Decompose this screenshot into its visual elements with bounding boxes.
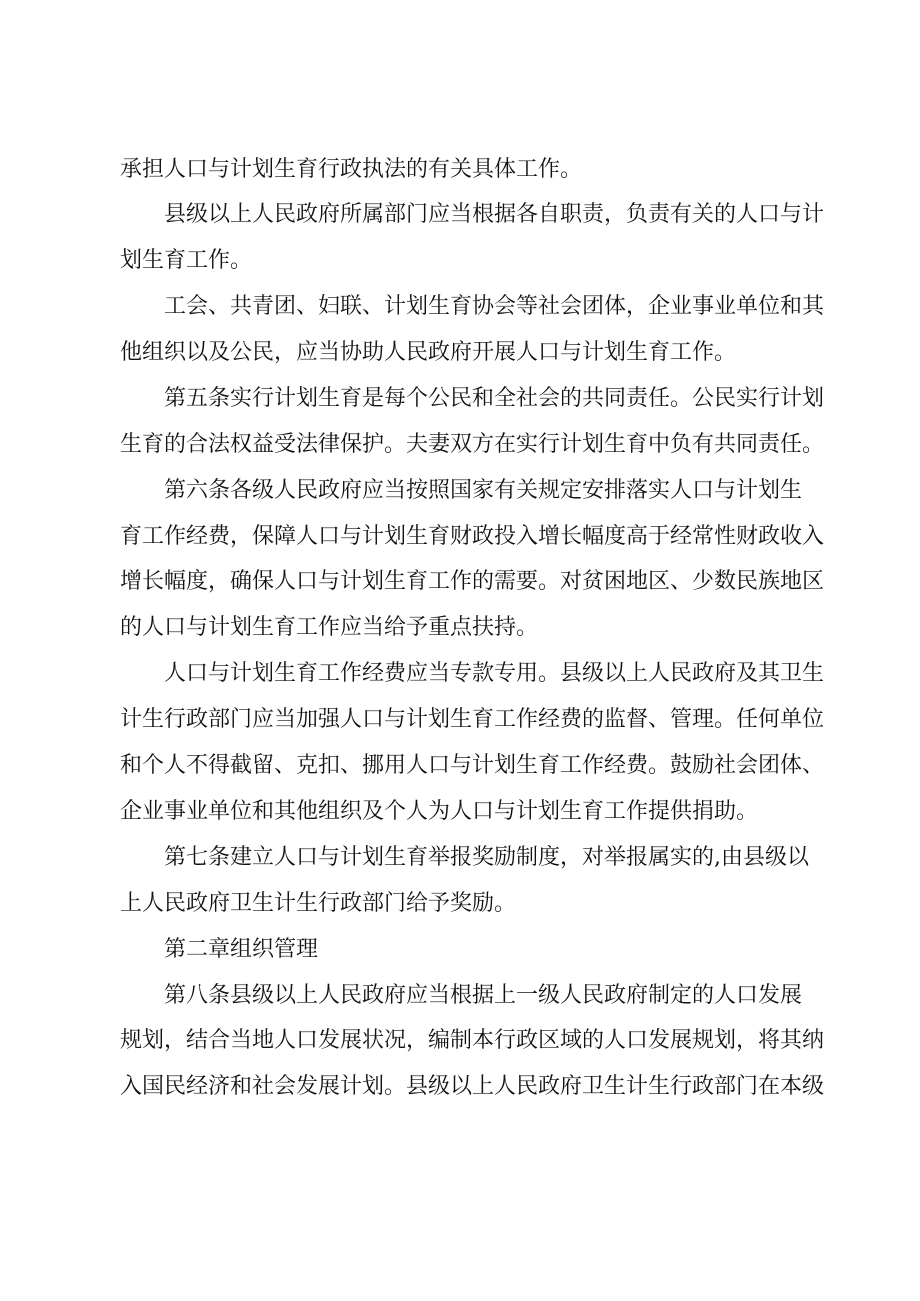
section-heading: 第二章组织管理 xyxy=(164,937,319,962)
paragraph-line: 的人口与计划生育工作应当给予重点扶持。 xyxy=(120,615,539,640)
paragraph-line: 工会、共青团、妇联、计划生育协会等社会团体，企业事业单位和其 xyxy=(164,294,825,319)
paragraph-line: 人口与计划生育工作经费应当专款专用。县级以上人民政府及其卫生 xyxy=(164,661,825,686)
paragraph-line: 育工作经费，保障人口与计划生育财政投入增长幅度高于经常性财政收入 xyxy=(120,524,825,549)
paragraph-line: 计生行政部门应当加强人口与计划生育工作经费的监督、管理。任何单位 xyxy=(120,707,825,732)
paragraph-line: 企业事业单位和其他组织及个人为人口与计划生育工作提供捐助。 xyxy=(120,799,759,824)
paragraph-line: 第六条各级人民政府应当按照国家有关规定安排落实人口与计划生 xyxy=(164,478,803,503)
paragraph-line: 第五条实行计划生育是每个公民和全社会的共同责任。公民实行计划 xyxy=(164,386,825,411)
paragraph-line: 生育的合法权益受法律保护。夫妻双方在实行计划生育中负有共同责任。 xyxy=(120,432,825,457)
paragraph-line: 承担人口与计划生育行政执法的有关具体工作。 xyxy=(120,157,583,182)
paragraph-line: 增长幅度，确保人口与计划生育工作的需要。对贫困地区、少数民族地区 xyxy=(120,569,825,594)
paragraph-line: 第七条建立人口与计划生育举报奖励制度，对举报属实的,由县级以 xyxy=(164,845,809,870)
paragraph-line: 第八条县级以上人民政府应当根据上一级人民政府制定的人口发展 xyxy=(164,983,803,1008)
paragraph-line: 上人民政府卫生计生行政部门给予奖励。 xyxy=(120,891,517,916)
paragraph-line: 规划，结合当地人口发展状况，编制本行政区域的人口发展规划，将其纳 xyxy=(120,1028,825,1053)
paragraph-line: 他组织以及公民，应当协助人民政府开展人口与计划生育工作。 xyxy=(120,340,737,365)
paragraph-line: 划生育工作。 xyxy=(120,248,253,273)
paragraph-line: 县级以上人民政府所属部门应当根据各自职责，负责有关的人口与计 xyxy=(164,202,825,227)
paragraph-line: 和个人不得截留、克扣、挪用人口与计划生育工作经费。鼓励社会团体、 xyxy=(120,753,825,778)
paragraph-line: 入国民经济和社会发展计划。县级以上人民政府卫生计生行政部门在本级 xyxy=(120,1074,825,1099)
